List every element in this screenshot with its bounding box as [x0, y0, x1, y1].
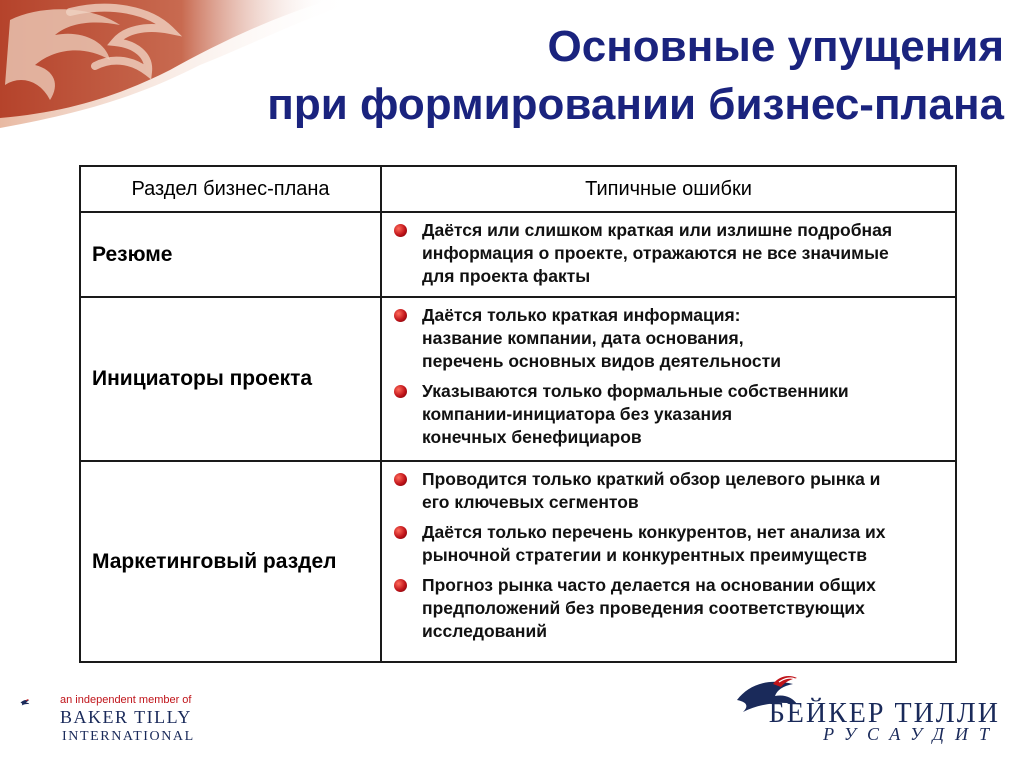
- red-sphere-bullet-icon: [394, 526, 407, 539]
- slide-title: [204, 18, 1004, 134]
- error-list: [392, 468, 945, 643]
- error-list: [392, 304, 945, 449]
- errors-cell: [381, 212, 956, 297]
- error-item: Указываются только формальные собственники компании-инициатора без указания конечных бенефициаров: [392, 380, 945, 449]
- errors-table: [79, 165, 957, 663]
- title-line-1: Основные упущения: [547, 22, 1004, 71]
- error-item: Проводится только краткий обзор целевого рынка и его ключевых сегментов: [392, 468, 945, 514]
- errors-cell: [381, 297, 956, 461]
- section-cell: Инициаторы проекта: [80, 297, 381, 461]
- errors-cell: [381, 461, 956, 662]
- table-row: [80, 461, 956, 662]
- header-section: Раздел бизнес-плана: [80, 166, 381, 212]
- table-row: [80, 212, 956, 297]
- red-sphere-bullet-icon: [394, 579, 407, 592]
- header-errors: Типичные ошибки: [381, 166, 956, 212]
- red-sphere-bullet-icon: [394, 309, 407, 322]
- eagle-logo-icon: [20, 690, 64, 720]
- baker-tilly-logo-text: BAKER TILLY: [60, 707, 192, 727]
- error-item: Даётся только перечень конкурентов, нет анализа их рыночной стратегии и конкурентных преимуществ: [392, 521, 945, 567]
- error-item: Прогноз рынка часто делается на основании общих предположений без проведения соответствующих исследований: [392, 574, 945, 643]
- red-sphere-bullet-icon: [394, 224, 407, 237]
- table-header-row: [80, 166, 956, 212]
- section-cell: Маркетинговый раздел: [80, 461, 381, 662]
- member-note: an independent member of: [60, 694, 192, 706]
- red-sphere-bullet-icon: [394, 385, 407, 398]
- red-sphere-bullet-icon: [394, 473, 407, 486]
- baker-tilly-russia-logo-text: БЕЙКЕР ТИЛЛИ: [768, 698, 1000, 729]
- rusaudit-text: РУСАУДИТ: [823, 724, 1000, 744]
- error-list: [392, 219, 945, 288]
- international-text: INTERNATIONAL: [62, 729, 195, 744]
- title-line-2: при формировании бизнес-плана: [267, 80, 1004, 129]
- table-row: [80, 297, 956, 461]
- error-item: Даётся или слишком краткая или излишне подробная информация о проекте, отражаются не все значимые для проекта факты: [392, 219, 945, 288]
- section-cell: Резюме: [80, 212, 381, 297]
- error-item: Даётся только краткая информация: название компании, дата основания, перечень основных видов деятельности: [392, 304, 945, 373]
